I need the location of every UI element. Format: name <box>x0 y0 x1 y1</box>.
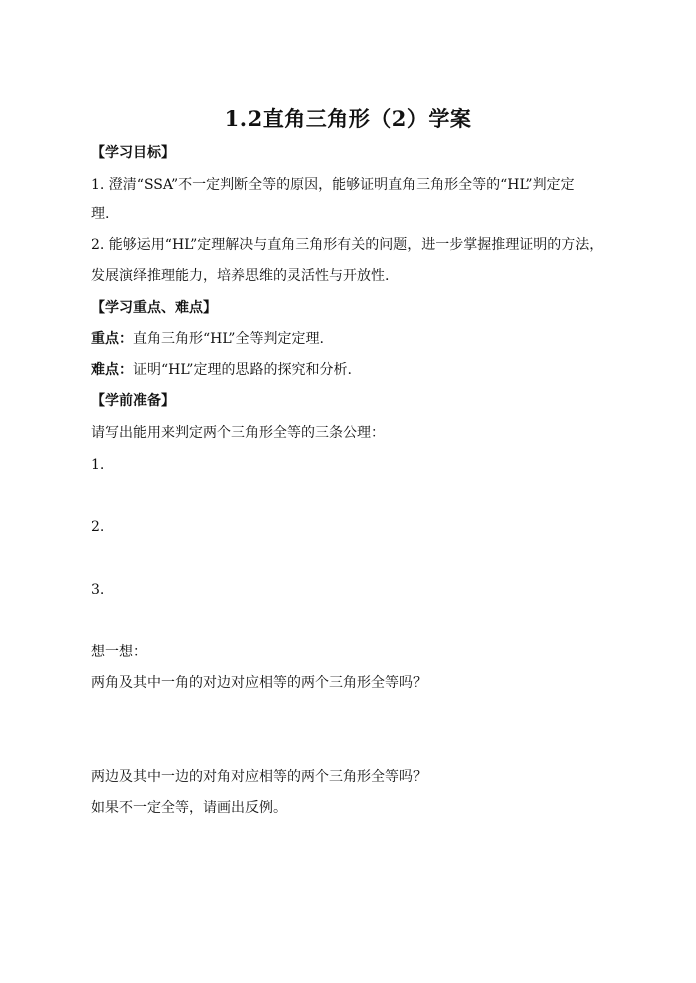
difficulty-row <box>91 360 611 380</box>
question-3: 如果不一定全等，请画出反例。 <box>91 800 287 816</box>
objective-1-line-2: 理. <box>91 206 110 222</box>
key-point-row <box>91 329 611 349</box>
key-points-heading: 【学习重点、难点】 <box>91 300 217 316</box>
blank-item-3: 3. <box>91 582 105 598</box>
think-label: 想一想： <box>91 644 147 660</box>
objective-1-line-1: 1. 澄清“SSA”不一定判断全等的原因，能够证明直角三角形全等的“HL”判定定 <box>91 177 575 193</box>
question-2: 两边及其中一边的对角对应相等的两个三角形全等吗？ <box>91 769 427 785</box>
difficulty-text: 证明“HL”定理的思路的探究和分析. <box>133 362 352 378</box>
preparation-prompt: 请写出能用来判定两个三角形全等的三条公理： <box>91 425 385 441</box>
key-point-text: 直角三角形“HL”全等判定定理. <box>133 331 324 347</box>
question-1: 两角及其中一角的对边对应相等的两个三角形全等吗？ <box>91 675 427 691</box>
key-point-label: 重点： <box>91 331 133 347</box>
blank-item-1: 1. <box>91 457 105 473</box>
objectives-heading: 【学习目标】 <box>91 145 175 161</box>
preparation-heading: 【学前准备】 <box>91 393 175 409</box>
objective-2-line-2: 发展演绎推理能力，培养思维的灵活性与开放性. <box>91 268 390 284</box>
page-title: 1.2直角三角形（2）学案 <box>224 106 472 131</box>
blank-item-2: 2. <box>91 519 105 535</box>
objective-2-line-1: 2. 能够运用“HL”定理解决与直角三角形有关的问题，进一步掌握推理证明的方法， <box>91 237 604 253</box>
difficulty-label: 难点： <box>91 362 133 378</box>
